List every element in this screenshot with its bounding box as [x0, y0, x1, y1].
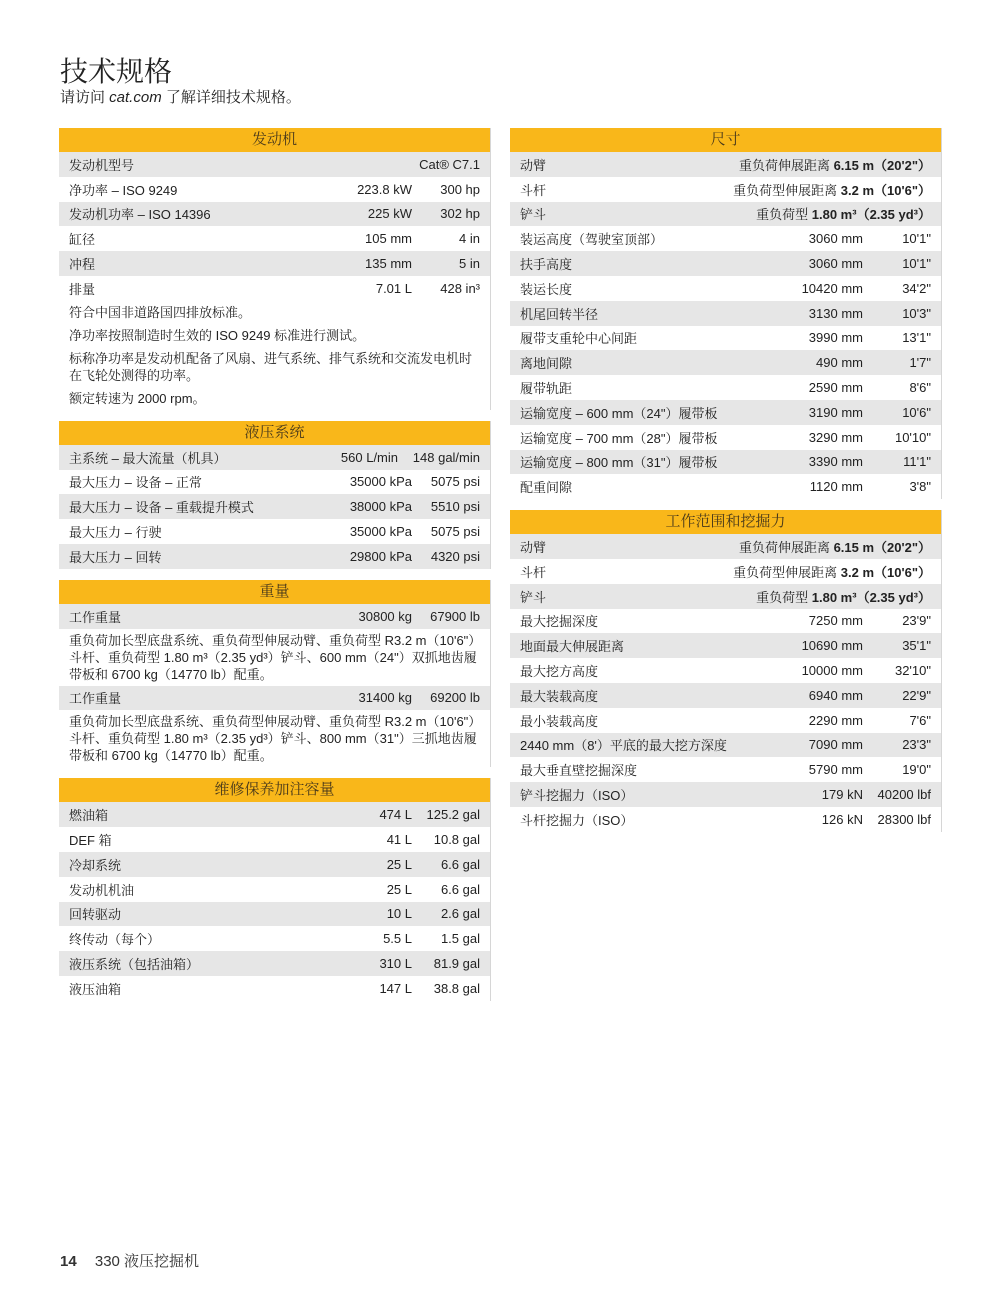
- spec-value-text: 重负荷型: [756, 207, 812, 223]
- spec-value-metric: 225 kW: [367, 206, 412, 222]
- product-name: 330 液压挖掘机: [94, 1253, 200, 1270]
- spec-value-imperial: 428 in³: [440, 280, 480, 296]
- spec-label: 最大压力 – 设备 – 正常: [69, 475, 202, 491]
- dimensions-section-title: 尺寸: [510, 128, 941, 152]
- subtitle-prefix: 请访问: [60, 89, 110, 106]
- spec-value-bold: 6.15 m: [833, 540, 875, 556]
- spec-value-imperial: 10.8 gal: [433, 832, 480, 848]
- table-row: [59, 519, 490, 544]
- spec-value-metric: 35000 kPa: [349, 474, 412, 490]
- table-row: [510, 400, 941, 425]
- service-section: [59, 778, 491, 1000]
- spec-value: [756, 587, 931, 606]
- spec-label: 最大挖掘深度: [520, 614, 599, 630]
- spec-value-text: 重负荷型伸展距离: [733, 564, 841, 580]
- spec-label: 动臂: [520, 157, 547, 173]
- spec-value-imperial: 38.8 gal: [433, 980, 480, 996]
- engine-section: [59, 128, 491, 410]
- spec-value-imperial: 35'1": [902, 638, 931, 654]
- table-row: [59, 445, 490, 470]
- spec-value-metric: 3990 mm: [808, 330, 863, 346]
- spec-value-metric: 1120 mm: [809, 479, 863, 495]
- spec-value-imperial: 40200 lbf: [877, 787, 931, 803]
- table-row: [510, 152, 941, 177]
- spec-value-bold: 6.15 m: [833, 157, 875, 173]
- spec-label: 工作重量: [69, 691, 122, 707]
- table-row: [59, 902, 490, 927]
- spec-label: 铲斗: [520, 589, 547, 605]
- spec-value-imperial: 81.9 gal: [433, 956, 480, 972]
- engine-note: 净功率按照制造时生效的 ISO 9249 标准进行测试。: [59, 324, 490, 347]
- spec-label: 2440 mm（8'）平底的最大挖方深度: [520, 738, 727, 754]
- spec-value-metric: 25 L: [386, 856, 412, 872]
- spec-label: 装运高度（驾驶室顶部）: [520, 232, 664, 248]
- spec-value-bold-imperial: （10'6"）: [874, 564, 931, 580]
- spec-label: 离地间隙: [520, 356, 573, 372]
- page-subtitle: [60, 86, 301, 107]
- spec-label: 扶手高度: [520, 257, 573, 273]
- spec-value-imperial: 4320 psi: [430, 548, 480, 564]
- spec-value-imperial: 34'2": [902, 280, 931, 296]
- spec-value-metric: 10690 mm: [801, 638, 863, 654]
- table-row: [510, 425, 941, 450]
- spec-value-metric: 560 L/min: [340, 449, 398, 465]
- engine-note: 标称净功率是发动机配备了风扇、进气系统、排气系统和交流发电机时在飞轮处测得的功率。: [59, 347, 490, 387]
- table-row: [59, 852, 490, 877]
- spec-value-metric: 5790 mm: [808, 762, 863, 778]
- spec-value: [739, 155, 931, 174]
- spec-label: 冷却系统: [69, 857, 122, 873]
- spec-value-imperial: 22'9": [902, 687, 931, 703]
- spec-value-metric: 3190 mm: [808, 404, 863, 420]
- spec-label: 运输宽度 – 800 mm（31"）履带板: [520, 455, 718, 471]
- spec-label: 履带轨距: [520, 381, 573, 397]
- spec-label: 铲斗: [520, 207, 547, 223]
- spec-value-imperial: 13'1": [902, 330, 931, 346]
- spec-value-imperial: 4 in: [459, 231, 480, 247]
- spec-value-imperial: 3'8": [909, 479, 931, 495]
- spec-label: 装运长度: [520, 281, 573, 297]
- spec-value-metric: 126 kN: [821, 811, 863, 827]
- spec-value-text: 重负荷型: [756, 589, 812, 605]
- spec-value-imperial: 28300 lbf: [877, 811, 931, 827]
- hydraulic-section-title: 液压系统: [59, 421, 490, 445]
- table-row: [510, 301, 941, 326]
- spec-value-text: 重负荷型伸展距离: [733, 182, 841, 198]
- spec-label: 配重间隙: [520, 480, 573, 496]
- table-row: [510, 326, 941, 351]
- table-row: [59, 470, 490, 495]
- table-row: [510, 251, 941, 276]
- hydraulic-section: [59, 421, 491, 569]
- weight-config-note: 重负荷加长型底盘系统、重负荷型伸展动臂、重负荷型 R3.2 m（10'6"）斗杆、重负荷型 1.80 m³（2.35 yd³）铲斗、600 mm（24"）双抓地齿履带板和 6700 kg（14770 lb）配重。: [59, 629, 490, 686]
- spec-value-imperial: 23'9": [902, 613, 931, 629]
- table-row: [510, 757, 941, 782]
- table-row: [59, 686, 490, 711]
- spec-value-imperial: 5075 psi: [430, 524, 480, 540]
- spec-value-imperial: 125.2 gal: [426, 807, 480, 823]
- table-row: [59, 251, 490, 276]
- table-row: [510, 534, 941, 559]
- spec-value-metric: 2590 mm: [808, 380, 863, 396]
- table-row: [59, 152, 490, 177]
- working-range-section: [510, 510, 942, 832]
- spec-value: [739, 537, 931, 556]
- spec-value-imperial: 300 hp: [440, 181, 480, 197]
- spec-value-metric: 7250 mm: [808, 613, 863, 629]
- spec-value-metric: 35000 kPa: [349, 524, 412, 540]
- spec-value-imperial: 7'6": [909, 712, 931, 728]
- spec-value-metric: 10 L: [386, 906, 412, 922]
- spec-value: [733, 562, 931, 581]
- spec-label: 发动机功率 – ISO 14396: [69, 207, 211, 223]
- cat-link[interactable]: cat.com: [109, 89, 162, 106]
- table-row: [510, 450, 941, 475]
- spec-label: 最大压力 – 行驶: [69, 525, 162, 541]
- table-row: [510, 177, 941, 202]
- table-row: [510, 350, 941, 375]
- spec-value-metric: 2290 mm: [808, 712, 863, 728]
- page-number: 14: [60, 1253, 77, 1270]
- spec-value-imperial: 32'10": [894, 663, 931, 679]
- spec-value-imperial: 11'1": [903, 454, 931, 470]
- spec-value-text: 重负荷伸展距离: [738, 540, 834, 556]
- left-column: [59, 128, 491, 1012]
- spec-label: 斗杆: [520, 564, 547, 580]
- table-row: [59, 544, 490, 569]
- table-row: [510, 708, 941, 733]
- table-row: [59, 202, 490, 227]
- spec-value-metric: 29800 kPa: [349, 548, 412, 564]
- spec-value-metric: 3390 mm: [808, 454, 863, 470]
- spec-value-metric: 10420 mm: [801, 280, 863, 296]
- spec-value-imperial: 1'7": [909, 355, 931, 371]
- spec-label: 发动机机油: [69, 882, 135, 898]
- spec-label: 发动机型号: [69, 157, 135, 173]
- spec-label: 运输宽度 – 600 mm（24"）履带板: [520, 405, 718, 421]
- table-row: [510, 807, 941, 832]
- spec-value-metric: 3060 mm: [808, 256, 863, 272]
- spec-value-metric: 474 L: [379, 807, 412, 823]
- spec-value-metric: 30800 kg: [358, 608, 412, 624]
- table-row: [59, 926, 490, 951]
- working-range-section-title: 工作范围和挖掘力: [510, 510, 941, 534]
- spec-value-bold: 1.80 m³: [811, 589, 857, 605]
- engine-note: 额定转速为 2000 rpm。: [59, 387, 490, 410]
- spec-label: 斗杆: [520, 182, 547, 198]
- spec-value-metric: 31400 kg: [358, 690, 412, 706]
- weight-section: [59, 580, 491, 768]
- spec-value-metric: 6940 mm: [808, 687, 863, 703]
- spec-value-bold-imperial: （20'2"）: [874, 540, 931, 556]
- spec-value-imperial: 10'3": [902, 305, 931, 321]
- spec-value-metric: 223.8 kW: [357, 181, 412, 197]
- spec-value-metric: 5.5 L: [383, 931, 412, 947]
- table-row: [510, 226, 941, 251]
- engine-section-title: 发动机: [59, 128, 490, 152]
- spec-value-bold-imperial: （20'2"）: [874, 157, 931, 173]
- spec-label: 最大垂直壁挖掘深度: [520, 763, 638, 779]
- table-row: [510, 375, 941, 400]
- spec-value-imperial: 10'6": [902, 404, 931, 420]
- spec-value-metric: 3130 mm: [808, 305, 863, 321]
- spec-value-bold-imperial: （10'6"）: [874, 182, 931, 198]
- spec-value-metric: 38000 kPa: [349, 499, 412, 515]
- spec-value-imperial: 148 gal/min: [412, 449, 480, 465]
- subtitle-suffix: 了解详细技术规格。: [161, 89, 301, 106]
- spec-label: 缸径: [69, 232, 96, 248]
- spec-value-imperial: 5075 psi: [430, 474, 480, 490]
- spec-value-imperial: 5 in: [459, 256, 480, 272]
- spec-value: [756, 204, 931, 223]
- spec-value: [733, 180, 931, 199]
- spec-value-imperial: 302 hp: [440, 206, 480, 222]
- spec-value-metric: 490 mm: [816, 355, 863, 371]
- spec-value-metric: 3060 mm: [808, 231, 863, 247]
- table-row: [510, 584, 941, 609]
- page-title: 技术规格: [60, 56, 173, 87]
- spec-label: 地面最大伸展距离: [520, 639, 625, 655]
- spec-label: 排量: [69, 281, 96, 297]
- spec-value-bold: 3.2 m: [840, 564, 875, 580]
- table-row: [59, 951, 490, 976]
- spec-value-imperial: 6.6 gal: [440, 881, 480, 897]
- spec-value-metric: 10000 mm: [801, 663, 863, 679]
- table-row: [510, 658, 941, 683]
- spec-label: DEF 箱: [69, 833, 112, 849]
- spec-value-imperial: 8'6": [909, 380, 931, 396]
- table-row: [59, 276, 490, 301]
- table-row: [59, 802, 490, 827]
- spec-value-bold-imperial: （2.35 yd³）: [856, 589, 931, 605]
- spec-label: 斗杆挖掘力（ISO）: [520, 812, 634, 828]
- table-row: [510, 474, 941, 499]
- spec-label: 主系统 – 最大流量（机具）: [69, 450, 227, 466]
- spec-label: 工作重量: [69, 609, 122, 625]
- right-column: [510, 128, 942, 843]
- spec-value-bold: 3.2 m: [840, 182, 875, 198]
- table-row: [510, 609, 941, 634]
- table-row: [510, 633, 941, 658]
- table-row: [510, 276, 941, 301]
- spec-value-metric: 7.01 L: [375, 280, 412, 296]
- spec-value-imperial: 69200 lb: [430, 690, 480, 706]
- spec-label: 铲斗挖掘力（ISO）: [520, 788, 634, 804]
- table-row: [59, 877, 490, 902]
- weight-config-note: 重负荷加长型底盘系统、重负荷型伸展动臂、重负荷型 R3.2 m（10'6"）斗杆、重负荷型 1.80 m³（2.35 yd³）铲斗、800 mm（31"）三抓地齿履带板和 6700 kg（14770 lb）配重。: [59, 710, 490, 767]
- spec-value-imperial: 5510 psi: [430, 499, 480, 515]
- table-row: [510, 559, 941, 584]
- spec-label: 最小装载高度: [520, 713, 599, 729]
- table-row: [510, 782, 941, 807]
- spec-label: 冲程: [69, 257, 96, 273]
- spec-value-imperial: 10'1": [902, 256, 931, 272]
- spec-value-text: 重负荷伸展距离: [738, 157, 834, 173]
- spec-value-imperial: 67900 lb: [430, 608, 480, 624]
- spec-label: 最大压力 – 设备 – 重载提升模式: [69, 500, 254, 516]
- spec-value-metric: 105 mm: [365, 231, 412, 247]
- spec-label: 液压油箱: [69, 981, 122, 997]
- spec-label: 液压系统（包括油箱）: [69, 957, 200, 973]
- table-row: [59, 827, 490, 852]
- spec-value-metric: 147 L: [379, 980, 412, 996]
- table-row: [59, 976, 490, 1001]
- spec-value-bold: 1.80 m³: [811, 207, 857, 223]
- spec-label: 最大挖方高度: [520, 664, 599, 680]
- spec-value-imperial: 19'0": [902, 762, 931, 778]
- spec-value-imperial: 6.6 gal: [440, 856, 480, 872]
- spec-value-metric: 179 kN: [821, 787, 863, 803]
- spec-label: 最大装载高度: [520, 688, 599, 704]
- table-row: [59, 177, 490, 202]
- page-footer: [60, 1250, 199, 1271]
- spec-label: 最大压力 – 回转: [69, 549, 162, 565]
- weight-section-title: 重量: [59, 580, 490, 604]
- spec-value-metric: 3290 mm: [808, 429, 863, 445]
- spec-label: 回转驱动: [69, 907, 122, 923]
- table-row: [510, 202, 941, 227]
- spec-value-metric: 25 L: [386, 881, 412, 897]
- engine-note: 符合中国非道路国四排放标准。: [59, 301, 490, 324]
- spec-value-metric: 135 mm: [365, 256, 412, 272]
- spec-label: 燃油箱: [69, 808, 109, 824]
- spec-value-imperial: 10'1": [902, 231, 931, 247]
- table-row: [510, 683, 941, 708]
- spec-label: 动臂: [520, 540, 547, 556]
- spec-value-imperial: 10'10": [894, 429, 931, 445]
- spec-label: 终传动（每个）: [69, 932, 161, 948]
- spec-label: 履带支重轮中心间距: [520, 331, 638, 347]
- spec-value-imperial: 23'3": [902, 737, 931, 753]
- table-row: [59, 604, 490, 629]
- spec-label: 机尾回转半径: [520, 306, 599, 322]
- table-row: [510, 733, 941, 758]
- table-row: [59, 226, 490, 251]
- spec-value-bold-imperial: （2.35 yd³）: [856, 207, 931, 223]
- spec-label: 运输宽度 – 700 mm（28"）履带板: [520, 430, 718, 446]
- spec-value-imperial: 1.5 gal: [440, 931, 480, 947]
- spec-value-metric: 310 L: [379, 956, 412, 972]
- spec-value-metric: 7090 mm: [808, 737, 863, 753]
- service-section-title: 维修保养加注容量: [59, 778, 490, 802]
- spec-value-metric: 41 L: [386, 832, 412, 848]
- dimensions-section: [510, 128, 942, 499]
- spec-value: Cat® C7.1: [419, 156, 480, 172]
- spec-label: 净功率 – ISO 9249: [69, 182, 178, 198]
- spec-value-imperial: 2.6 gal: [440, 906, 480, 922]
- table-row: [59, 494, 490, 519]
